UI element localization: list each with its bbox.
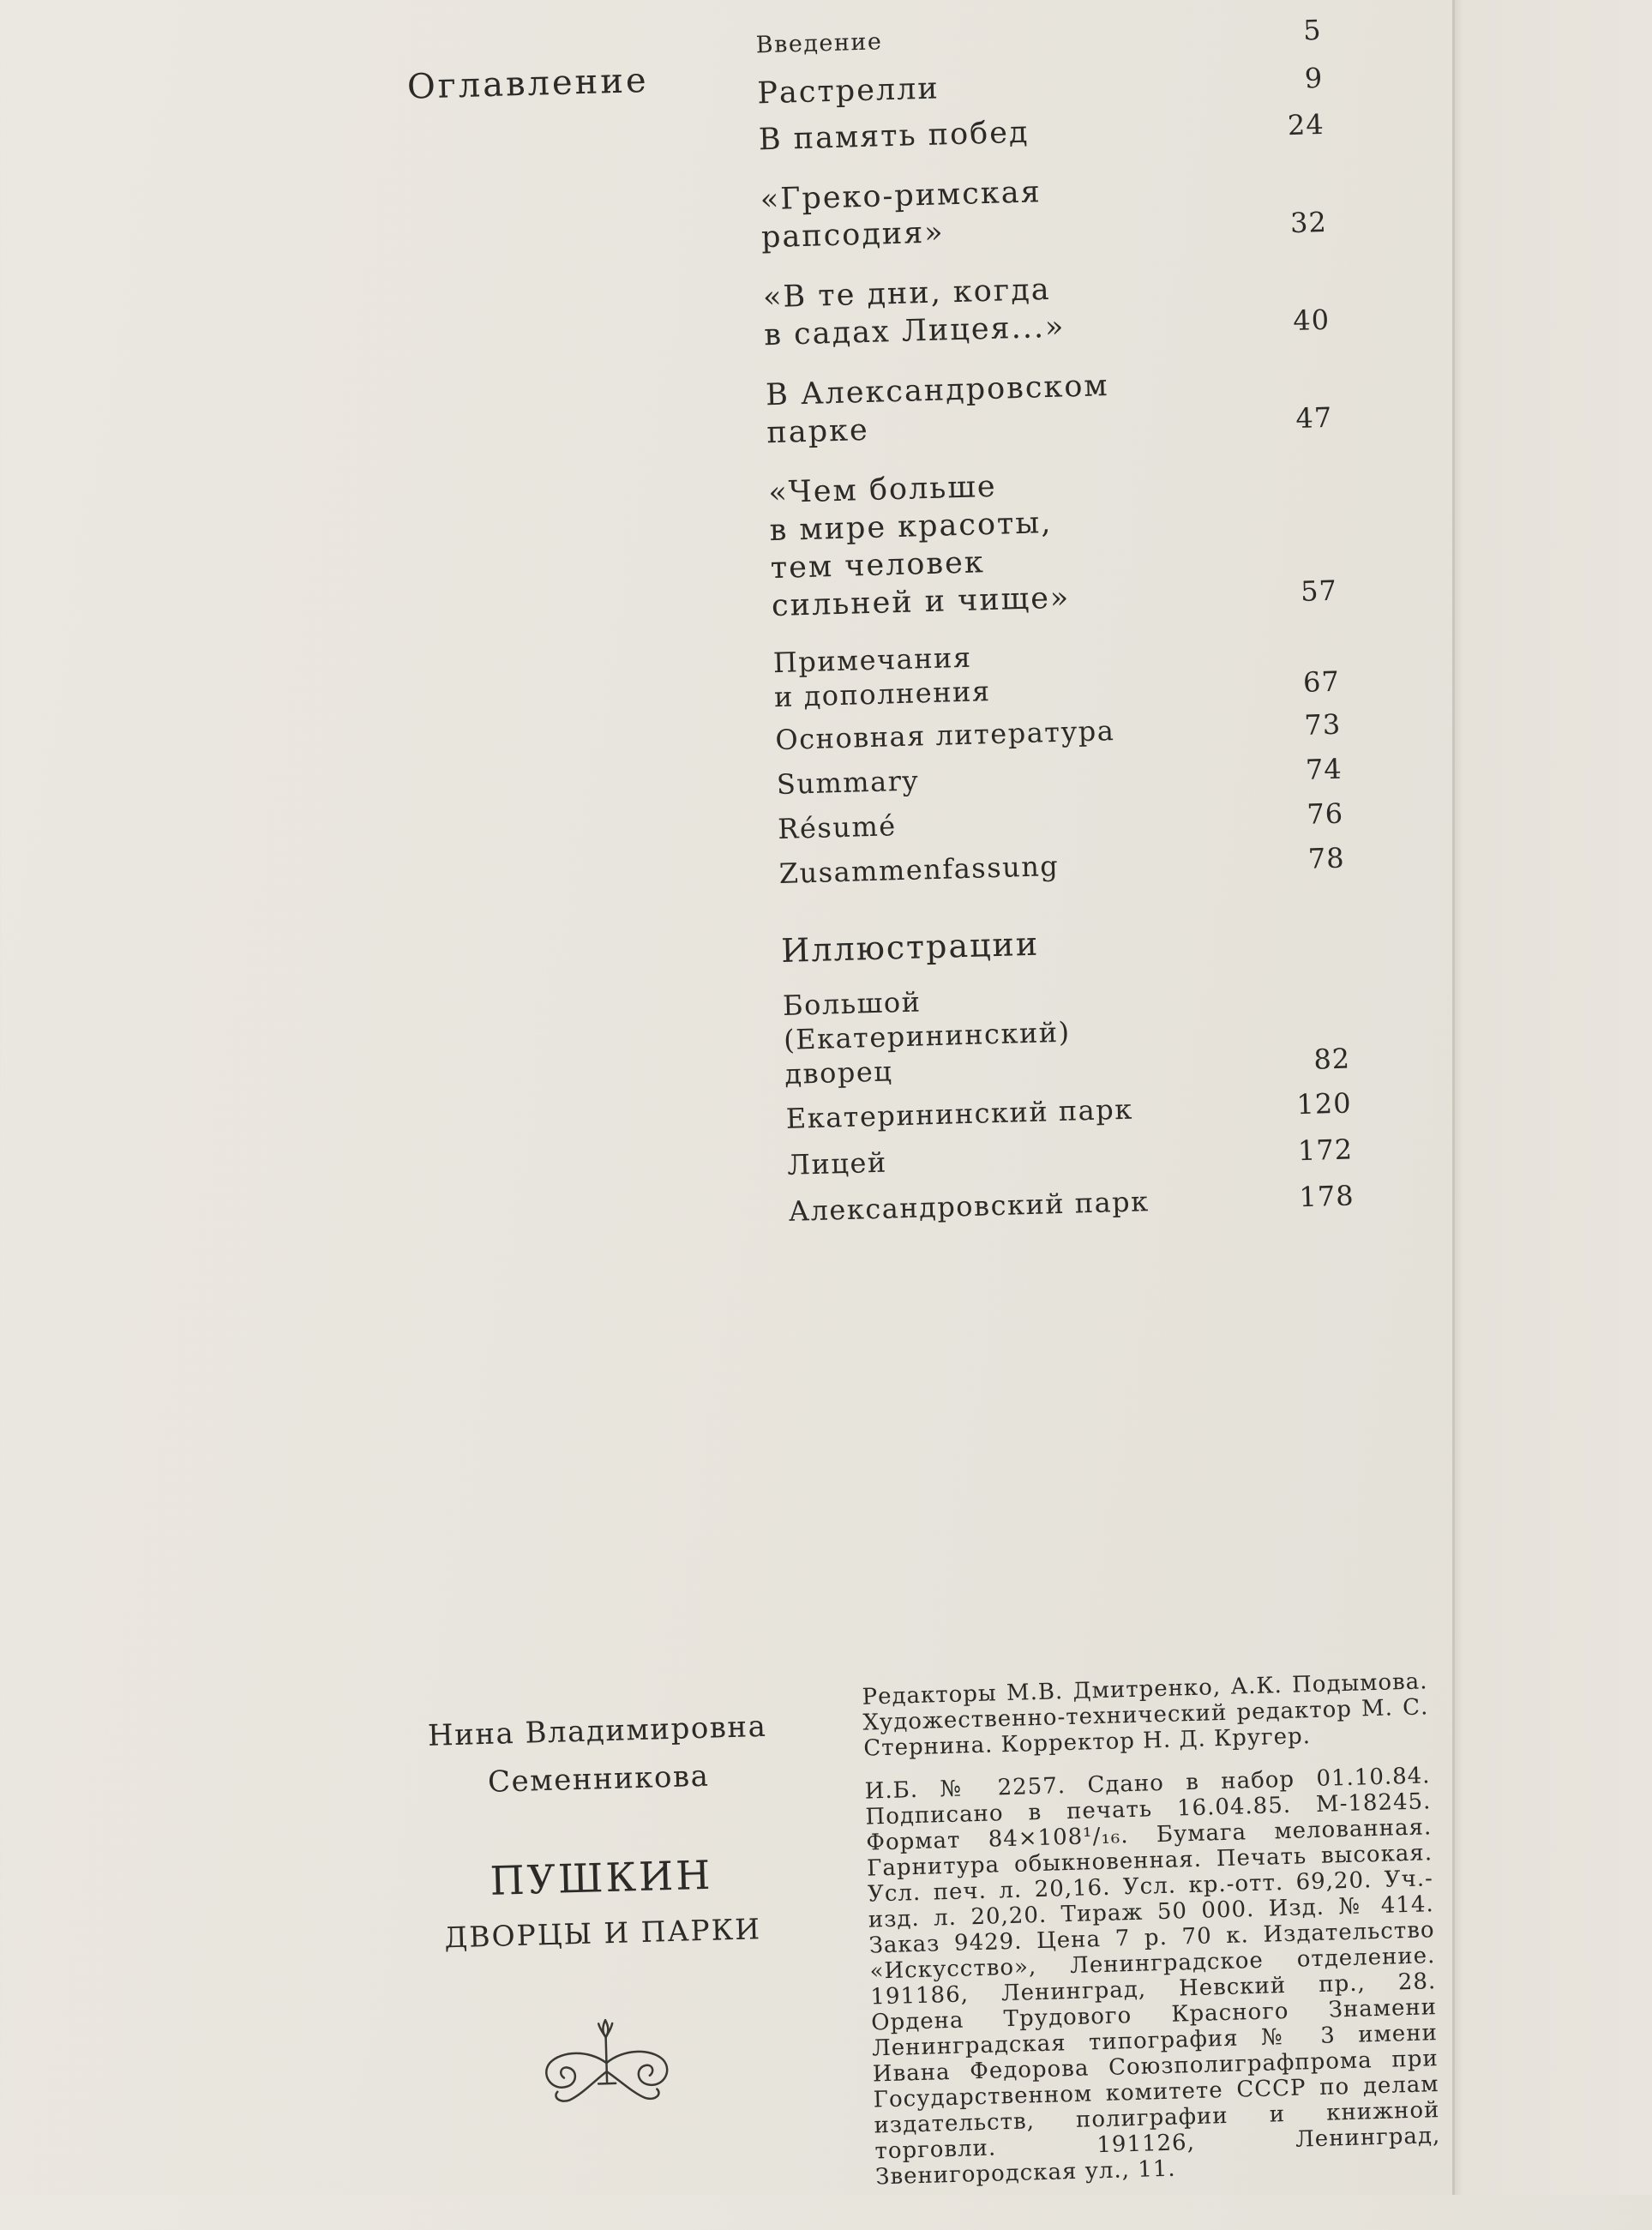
toc-entry[interactable] <box>776 750 1343 803</box>
toc-entry-title: В память побед <box>758 115 1030 158</box>
illustration-entry[interactable] <box>788 1176 1355 1229</box>
illustration-entry-page: 178 <box>1298 1179 1355 1214</box>
toc-entry[interactable] <box>775 706 1342 759</box>
author-last-name: Семенникова <box>487 1758 710 1800</box>
toc-entry-title: Примечания и дополнения <box>772 640 991 714</box>
toc-entry-title: Summary <box>776 764 920 802</box>
illustration-entry-title: Лицей <box>786 1145 888 1181</box>
toc-entry-page: 47 <box>1295 400 1333 435</box>
toc-entry[interactable] <box>778 839 1345 893</box>
imprint <box>862 1668 1442 2207</box>
toc-entry[interactable] <box>757 59 1324 112</box>
toc-entry[interactable] <box>768 459 1338 625</box>
toc-entry-page: 40 <box>1292 303 1331 338</box>
illustration-entry-title: Большой (Екатерининский) дворец <box>782 985 1072 1091</box>
imprint-details: И.Б. № 2257. Сдано в набор 01.10.84. Подписано в печать 16.04.85. М-18245. Формат 84×108¹/₁₆. Бумага мелованная. Гарнитура обыкновенная. Печать высокая. Усл. печ. л. 20,16. Усл. кр.-отт. 69,20. Уч.-изд. л. 20,20. Тираж 50 000. Изд. № 414. Заказ 9429. Цена 7 р. 70 к. Издательство «Искусство», Ленинградское отделение. 191186, Ленинград, Невский пр., 28. Ордена Трудового Красного Знамени Ленинградская типография № 3 имени Ивана Федорова Союзполиграфпрома при Государственном комитете СССР по делам издательств, полиграфии и книжной торговли. 191126, Ленинград, Звенигородская ул., 11. <box>864 1763 1441 2191</box>
toc-entry[interactable] <box>758 105 1325 159</box>
author-first-names: Нина Владимировна <box>427 1709 767 1753</box>
illustrations-heading: Иллюстрации <box>780 924 1040 970</box>
toc-entry-page: 73 <box>1303 707 1342 742</box>
book-subtitle: ДВОРЦЫ И ПАРКИ <box>443 1912 762 1955</box>
toc-entry-page: 78 <box>1307 841 1346 875</box>
toc-entry[interactable] <box>766 361 1333 452</box>
toc-heading: Оглавление <box>406 60 650 107</box>
toc-entry[interactable] <box>760 165 1327 256</box>
toc-entry[interactable] <box>772 630 1340 714</box>
toc-entry-page: 76 <box>1306 796 1344 831</box>
toc-entry-title: «В те дни, когда в садах Лицея...» <box>762 272 1066 353</box>
toc-entry-page: 9 <box>1304 61 1324 95</box>
imprint-editors: Редакторы М.В. Дмитренко, А.К. Подымова. Художественно-технический редактор М. С. Стернина. Корректор Н. Д. Кругер. <box>862 1668 1429 1762</box>
toc-entry-page: 32 <box>1289 205 1328 240</box>
toc-entry-title: Résumé <box>777 809 898 846</box>
toc-entry-title: В Александровском парке <box>765 369 1110 451</box>
illustration-entry[interactable] <box>783 973 1351 1091</box>
toc-entry-page: 24 <box>1287 107 1325 142</box>
toc-entry-title: Растрелли <box>756 71 940 111</box>
toc-entry-title: «Греко-римская рапсодия» <box>760 175 1042 255</box>
ornament-icon <box>520 2009 694 2117</box>
toc-entry-title: Основная литература <box>774 714 1115 757</box>
toc-entry[interactable] <box>755 13 1322 63</box>
table-of-contents <box>755 13 1355 1230</box>
toc-entry-page: 57 <box>1300 574 1338 608</box>
toc-entry-page: 67 <box>1302 664 1341 699</box>
illustration-entry[interactable] <box>785 1084 1352 1137</box>
illustration-entry-title: Александровский парк <box>788 1185 1150 1228</box>
illustration-entry-title: Екатерининский парк <box>785 1092 1134 1135</box>
toc-entry-title: «Чем больше в мире красоты, тем человек сильней и чище» <box>767 469 1071 624</box>
illustration-entry-page: 120 <box>1295 1086 1353 1121</box>
toc-entry-title: Zusammenfassung <box>778 849 1060 891</box>
toc-entry[interactable] <box>762 263 1330 354</box>
toc-entry-title: Введение <box>755 28 883 59</box>
toc-entry-page: 5 <box>1302 13 1323 47</box>
toc-entry[interactable] <box>778 795 1344 848</box>
illustration-entry-page: 82 <box>1313 1042 1351 1076</box>
illustration-entry[interactable] <box>787 1130 1354 1183</box>
toc-entry-page: 74 <box>1305 752 1343 786</box>
book-title: ПУШКИН <box>489 1851 713 1904</box>
illustration-entry-page: 172 <box>1297 1133 1354 1168</box>
author-block <box>357 1701 848 2121</box>
